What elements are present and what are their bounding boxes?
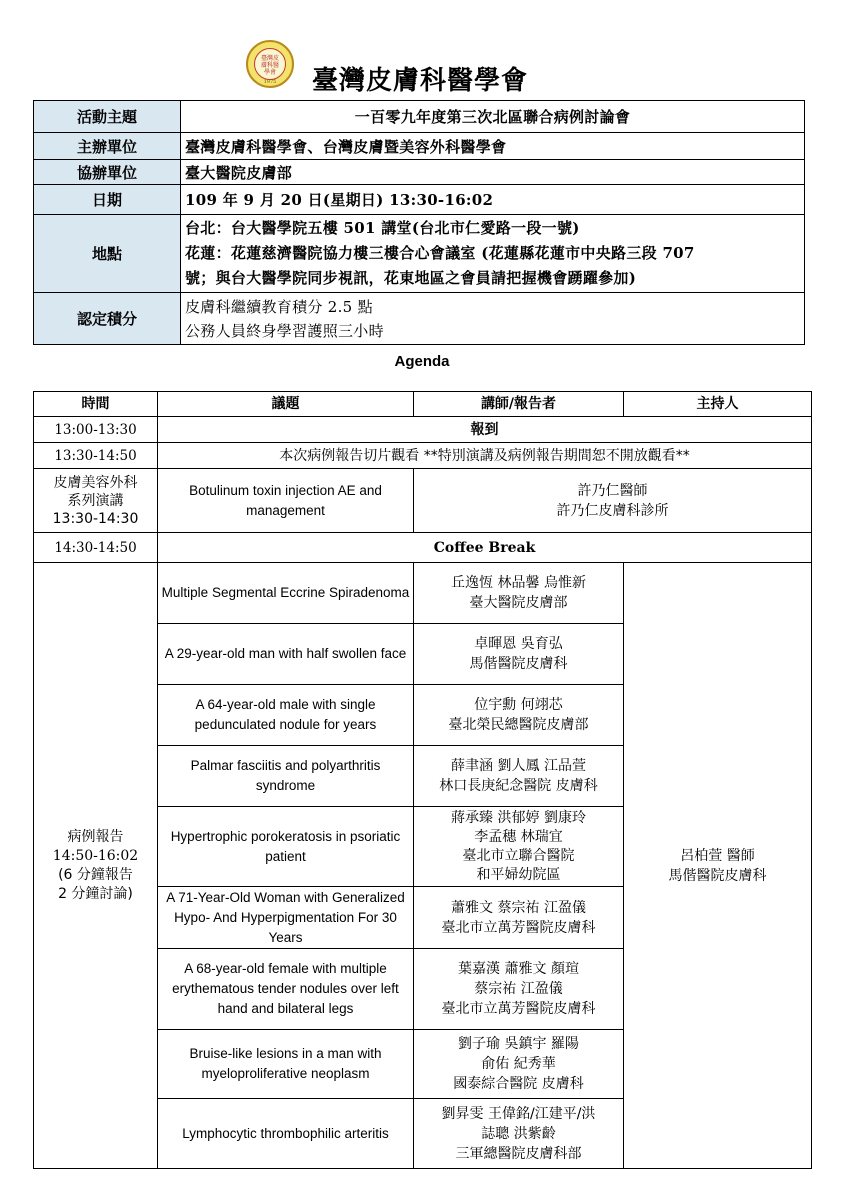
case-topic: Multiple Segmental Eccrine Spiradenoma [158, 563, 414, 624]
logo-seal [254, 48, 286, 80]
header-moderator: 主持人 [624, 392, 812, 417]
lecture-speaker-line-1: 許乃仁醫師 [577, 482, 648, 499]
date-label: 日期 [34, 185, 181, 215]
info-row-cohost [34, 160, 805, 185]
venue-line-taipei: 台北：台大醫學院五樓 501 講堂(台北市仁愛路一段一號) [185, 219, 580, 237]
speaker-line: 臺北市立聯合醫院 [462, 847, 575, 864]
case-speaker [414, 624, 624, 685]
agenda-row-break [34, 533, 812, 563]
speaker-line: 林口長庚紀念醫院 皮膚科 [439, 778, 598, 794]
info-row-credit [34, 293, 805, 345]
case-speaker [414, 685, 624, 746]
topic-label: 活動主題 [34, 101, 181, 133]
info-row-date [34, 185, 805, 215]
case-topic: Bruise-like lesions in a man with myeloproliferative neoplasm [158, 1030, 414, 1099]
break-text: Coffee Break [158, 533, 812, 563]
lecture-time [34, 469, 158, 533]
cohost-label: 協辦單位 [34, 160, 181, 185]
credit-line-2: 公務人員終身學習護照三小時 [185, 321, 384, 340]
registration-time: 13:00-13:30 [34, 417, 158, 443]
credit-label: 認定積分 [34, 293, 181, 345]
agenda-row-lecture [34, 469, 812, 533]
speaker-line: 國泰綜合醫院 皮膚科 [453, 1076, 584, 1092]
case-time-line-2: 14:50-16:02 [52, 847, 139, 864]
lecture-time-line-1: 皮膚美容外科 [53, 474, 138, 491]
agenda-row-slides [34, 443, 812, 469]
speaker-line: 臺大醫院皮膚部 [469, 595, 568, 611]
speaker-line: 臺北市立萬芳醫院皮膚科 [441, 919, 596, 936]
speaker-line: 俞佑 紀秀華 [481, 1056, 556, 1072]
speaker-line: 位宇勳 何翊芯 [474, 697, 563, 713]
speaker-line: 馬偕醫院皮膚科 [469, 656, 568, 672]
speaker-line: 李孟穗 林瑞宜 [474, 828, 563, 845]
case-speaker [414, 1030, 624, 1099]
case-speaker [414, 887, 624, 949]
speaker-line: 臺北榮民總醫院皮膚部 [448, 717, 589, 733]
speaker-line: 蔡宗祐 江盈儀 [474, 981, 563, 997]
case-speaker [414, 1099, 624, 1169]
break-time: 14:30-14:50 [34, 533, 158, 563]
case-speaker [414, 807, 624, 887]
moderator-line-1: 呂柏萱 醫師 [680, 847, 755, 864]
speaker-line: 卓暉恩 吳育弘 [474, 636, 563, 652]
date-value: 109 年 9 月 20 日(星期日) 13:30-16:02 [181, 185, 805, 215]
speaker-line: 劉昇雯 王偉銘/江建平/洪 [441, 1105, 596, 1122]
case-time-line-1: 病例報告 [67, 828, 124, 845]
speaker-line: 劉子瑜 吳鎮宇 羅陽 [458, 1036, 579, 1052]
case-topic: A 71-Year-Old Woman with Generalized Hypo- And Hyperpigmentation For 30 Years [158, 887, 414, 949]
header-speaker: 講師/報告者 [414, 392, 624, 417]
agenda-heading: Agenda [394, 353, 450, 370]
speaker-line: 蕭雅文 蔡宗祐 江盈儀 [451, 899, 586, 916]
case-time-line-3: (6 分鐘報告 [58, 866, 133, 883]
case-topic: Palmar fasciitis and polyarthritis syndrome [158, 746, 414, 807]
credit-line-1: 皮膚科繼續教育積分 2.5 點 [185, 297, 373, 316]
case-row [34, 563, 812, 624]
host-value: 臺灣皮膚科醫學會、台灣皮膚暨美容外科醫學會 [181, 133, 805, 160]
topic-value: 一百零九年度第三次北區聯合病例討論會 [181, 101, 805, 133]
agenda-row-registration [34, 417, 812, 443]
speaker-line: 葉嘉漢 蕭雅文 顏瑄 [458, 961, 579, 977]
case-topic: A 64-year-old male with single pedunculated nodule for years [158, 685, 414, 746]
logo-text: 臺灣皮膚科醫學會 [260, 55, 279, 76]
venue-line-note: 號；與台大醫學院同步視訊，花東地區之會員請把握機會踴躍參加) [185, 269, 637, 287]
case-speaker [414, 746, 624, 807]
case-speaker [414, 563, 624, 624]
speaker-line: 和平婦幼院區 [476, 866, 561, 883]
moderator [624, 563, 812, 1169]
case-speaker [414, 949, 624, 1030]
credit-value [181, 293, 805, 345]
case-topic: Lymphocytic thrombophilic arteritis [158, 1099, 414, 1169]
slides-time: 13:30-14:50 [34, 443, 158, 469]
venue-line-hualien: 花蓮：花蓮慈濟醫院協力樓三樓合心會議室 (花蓮縣花蓮市中央路三段 707 [185, 244, 695, 262]
venue-value [181, 215, 805, 293]
case-time-line-4: 2 分鐘討論) [58, 885, 133, 902]
speaker-line: 蔣承臻 洪郁婷 劉康玲 [451, 809, 586, 826]
info-row-host [34, 133, 805, 160]
speaker-line: 誌聰 洪紫齡 [481, 1125, 556, 1142]
cohost-value: 臺大醫院皮膚部 [181, 160, 805, 185]
speaker-line: 丘逸恆 林品馨 烏惟新 [451, 575, 586, 591]
event-info-table [33, 100, 805, 345]
lecture-speaker [414, 469, 812, 533]
header-time: 時間 [34, 392, 158, 417]
organization-title: 臺灣皮膚科醫學會 [312, 66, 529, 96]
society-logo [246, 40, 294, 88]
host-label: 主辦單位 [34, 133, 181, 160]
case-topic: Hypertrophic porokeratosis in psoriatic patient [158, 807, 414, 887]
moderator-line-2: 馬偕醫院皮膚科 [668, 867, 767, 884]
info-row-topic [34, 101, 805, 133]
speaker-line: 臺北市立萬芳醫院皮膚科 [441, 1001, 596, 1017]
case-topic: A 68-year-old female with multiple erythematous tender nodules over left hand and bilateral legs [158, 949, 414, 1030]
lecture-speaker-line-2: 許乃仁皮膚科診所 [556, 502, 669, 519]
agenda-table [33, 391, 812, 1169]
venue-label: 地點 [34, 215, 181, 293]
lecture-topic: Botulinum toxin injection AE and management [158, 469, 414, 533]
logo-year: 1975 [263, 79, 277, 85]
speaker-line: 薛聿涵 劉人鳳 江品萱 [451, 758, 586, 774]
lecture-time-line-2: 系列演講 [67, 492, 124, 509]
slides-text: 本次病例報告切片觀看 **特別演講及病例報告期間恕不開放觀看** [158, 443, 812, 469]
info-row-venue [34, 215, 805, 293]
speaker-line: 三軍總醫院皮膚科部 [455, 1145, 582, 1162]
case-report-time [34, 563, 158, 1169]
registration-text: 報到 [158, 417, 812, 443]
header-topic: 議題 [158, 392, 414, 417]
agenda-header-row [34, 392, 812, 417]
case-topic: A 29-year-old man with half swollen face [158, 624, 414, 685]
lecture-time-line-3: 13:30-14:30 [52, 510, 139, 527]
